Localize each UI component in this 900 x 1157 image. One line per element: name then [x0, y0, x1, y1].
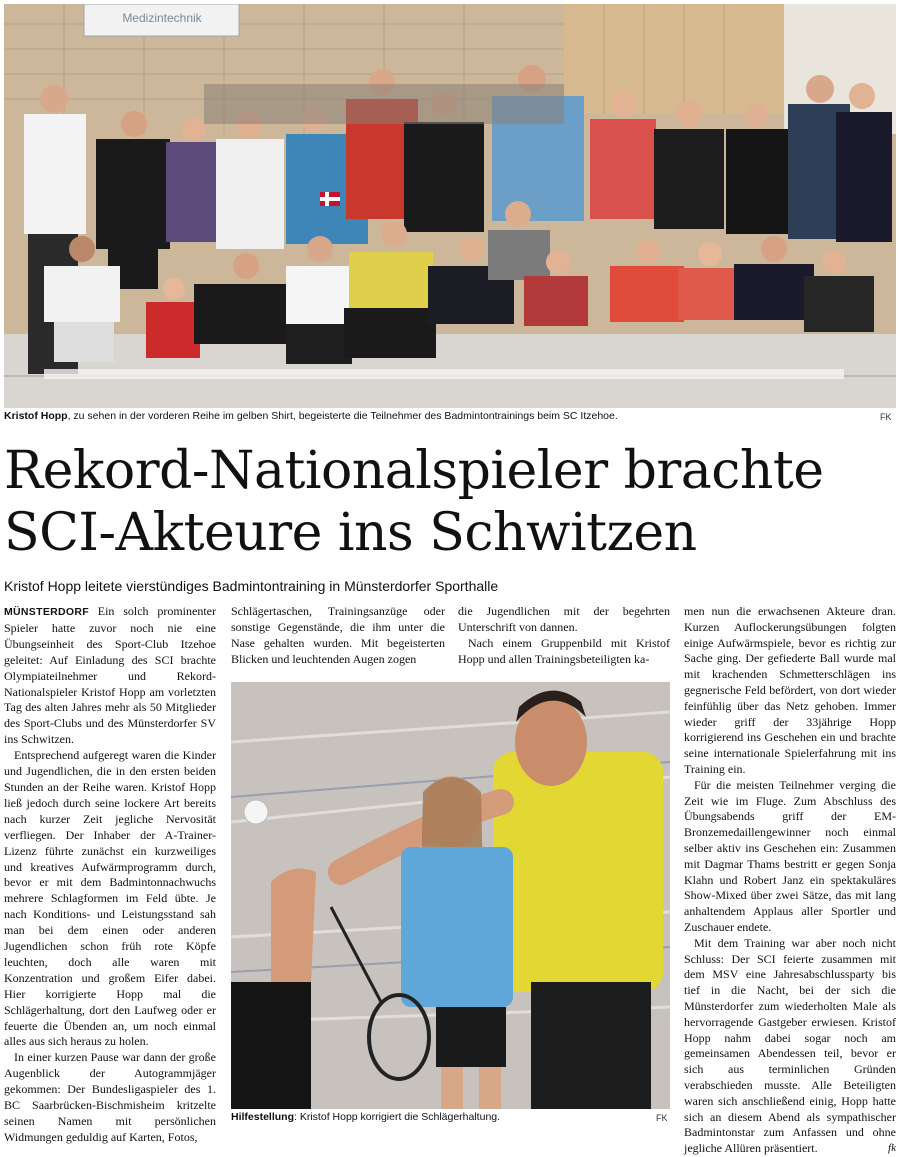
dateline: MÜNSTERDORF — [4, 606, 89, 618]
paragraph: MÜNSTERDORF Ein solch prominenter Spieler hatte zuvor noch nie eine Übungseinheit des Sport-Club Itzehoe geleitet: Auf Einladung des SCI brachte Olympiateilnehmer und Rekord-Nationalspieler Kristof Hopp am vorletzten Tag des alten Jahres mehr als 50 Mitglieder des Sport-Clubs und des Münsterdorfer SV ins Schwitzen. — [4, 604, 216, 747]
article-column-1 — [4, 604, 216, 1146]
author-signature: fk — [888, 1142, 896, 1155]
article-column-3 — [458, 604, 670, 668]
training-photo — [231, 682, 670, 1109]
subheadline: Kristof Hopp leitete vierstündiges Badmintontraining in Münsterdorfer Sporthalle — [4, 578, 499, 594]
top-photo-credit: FK — [880, 412, 892, 422]
paragraph: Entsprechend aufgeregt waren die Kinder und Jugendlichen, die in den ersten beiden Stunden an der Reihe waren. Kristof Hopp ließ jedoch durch seine lockere Art bereits nach kurzer Zeit jegliche Nervosität verfliegen. Der Inhaber der A-Trainer-Lizenz führte zunächst ein kurzweiliges und kreatives Aufwärmprogramm durch, bevor er mit dem Badmintonnachwuchs mehrere Schlagformen im Feld übte. Je nach Konditions- und Leistungsstand sah man bei dem einen oder anderen Jugendlichen schon früh rote Köpfe leuchten, doch alle waren mit Konzentration und großem Eifer dabei. Hier korrigierte Hopp mal die Schlägerhaltung, dort den Laufweg oder er feuerte die Übenden an, um noch einmal alles aus sich heraus zu holen. — [4, 748, 216, 1049]
paragraph: Für die meisten Teilnehmer verging die Zeit wie im Fluge. Zum Abschluss des Übungsabends griff der EM-Bronzemedaillengewinner noch einmal selber aktiv ins Geschehen ein: Zusammen mit Dagmar Thams bestritt er gegen Sonja Klahn und Robert Janz ein spektakuläres Show-Mixed über zwei Sätze, das mit lang anhaltendem Applaus aller Sportler und Zuschauer endete. — [684, 777, 896, 934]
caption-label: Hilfestellung — [231, 1111, 295, 1123]
headline-line-1: Rekord-Nationalspieler brachte — [4, 441, 824, 501]
paragraph: In einer kurzen Pause war dann der große Augenblick der Autogrammjäger gekommen: Der Bundesligaspieler des 1. BC Saarbrücken-Bischmisheim kritzelte seinen Namen mit persönlichen Widmungen geduldig auf Karten, Fotos, — [4, 1050, 216, 1144]
headline-line-2: SCI-Akteure ins Schwitzen — [4, 503, 697, 563]
article-column-4 — [684, 604, 896, 1157]
caption-name: Kristof Hopp — [4, 410, 68, 422]
article-column-2 — [231, 604, 445, 668]
top-photo-caption — [4, 410, 618, 422]
paragraph: men nun die erwachsenen Akteure dran. Kurzen Auflockerungsübungen folgten einige Aufwärmspiele, bevor es richtig zur Sache ging. Der gefiederte Ball wurde mal mit krachenden Schmetterschlägen ins gegnerische Feld befördert, von dort wieder feinfühlig über das Netz gehoben. Immer wieder griff der 33jährige Hopp korrigierend ins Geschehen ein und brachte seine internationale Spielerfahrung mit ins Training ein. — [684, 604, 896, 776]
paragraph: Mit dem Training war aber noch nicht Schluss: Der SCI feierte zusammen mit dem MSV eine Jahresabschlussparty bis tief in die Nacht, bei der sich die Münsterdorfer zum wiederholten Male als hervorragende Gastgeber erwiesen. Kristof Hopp nahm dabei sogar noch am gemeinsamen Abendessen teil, bevor er sich aus terminlichen Gründen verabschieden musste. Alle Beteiligten waren sich anschließend einig, Hopp hatte sich an diesem Abend als sympathischer Badmintonstar zum Anfassen und ohne jegliche Allüren präsentiert. fk — [684, 935, 896, 1156]
caption-text: , zu sehen in der vorderen Reihe im gelben Shirt, begeisterte die Teilnehmer des Badmintontrainings beim SC Itzehoe. — [67, 410, 618, 422]
paragraph: Nach einem Gruppenbild mit Kristof Hopp und allen Trainingsbeteiligten ka- — [458, 635, 670, 666]
group-photo — [4, 4, 896, 408]
paragraph: Schlägertaschen, Trainingsanzüge oder sonstige Gegenstände, die ihm unter die Nase gehalten wurden. Mit begeisterten Blicken und leuchtenden Augen zogen — [231, 604, 445, 666]
paragraph: die Jugendlichen mit der begehrten Unterschrift von dannen. — [458, 604, 670, 634]
training-photo-caption — [231, 1111, 500, 1123]
caption-text: : Kristof Hopp korrigiert die Schlägerhaltung. — [294, 1111, 501, 1123]
training-photo-credit: FK — [656, 1113, 668, 1123]
banner-text: Medizintechnik — [122, 11, 202, 25]
headline — [4, 440, 896, 564]
